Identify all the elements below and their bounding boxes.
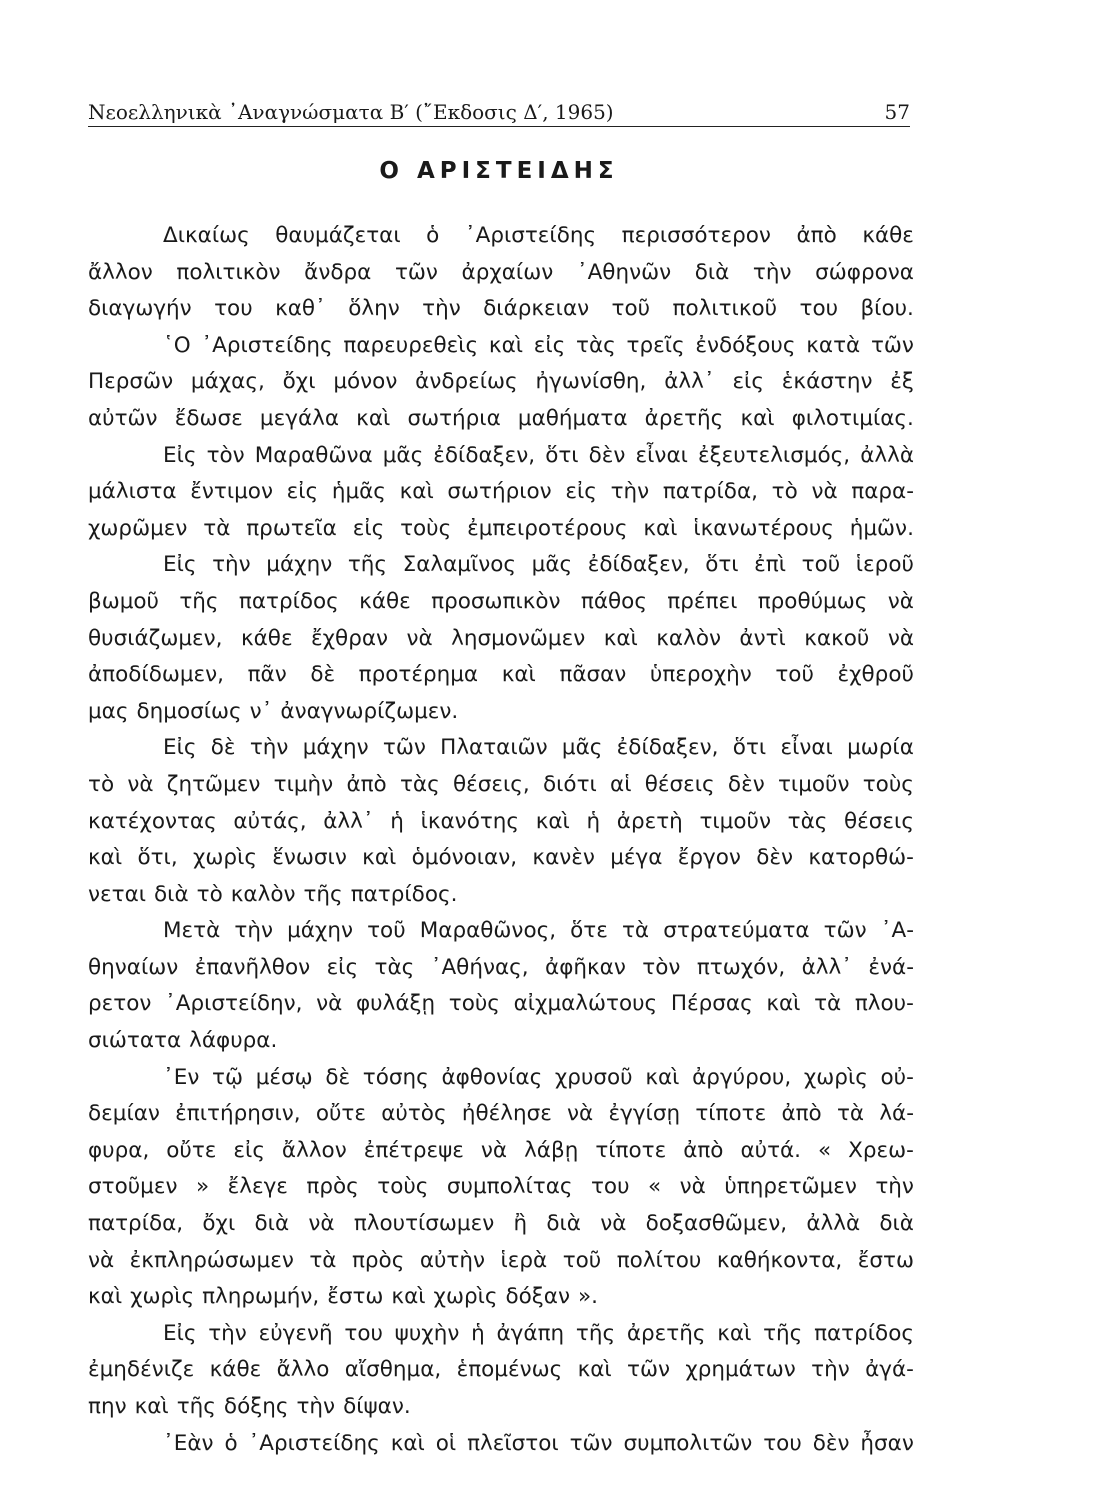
text-line: Εἰς τὴν μάχην τῆς Σαλαμῖνος μᾶς ἐδίδαξεν, ὅτι ἐπὶ τοῦ ἱεροῦ: [163, 552, 914, 578]
text-line: Εἰς δὲ τὴν μάχην τῶν Πλαταιῶν μᾶς ἐδίδαξεν, ὅτι εἶναι μωρία: [163, 735, 914, 761]
text-line: καὶ ὅτι, χωρὶς ἕνωσιν καὶ ὁμόνοιαν, κανὲν μέγα ἔργον δὲν κατορθώ-: [88, 845, 914, 871]
text-line: κατέχοντας αὐτάς, ἀλλ᾿ ἡ ἱκανότης καὶ ἡ ἀρετὴ τιμοῦν τὰς θέσεις: [88, 808, 914, 834]
chapter-title: Ο ΑΡΙΣΤΕΙΔΗΣ: [379, 158, 619, 184]
text-line: μας δημοσίως ν᾿ ἀναγνωρίζωμεν.: [88, 698, 459, 724]
text-line: νεται διὰ τὸ καλὸν τῆς πατρίδος.: [88, 881, 458, 907]
text-line: ρετον ᾿Αριστείδην, νὰ φυλάξῃ τοὺς αἰχμαλώτους Πέρσας καὶ τὰ πλου-: [88, 991, 914, 1017]
text-line: Εἰς τὸν Μαραθῶνα μᾶς ἐδίδαξεν, ὅτι δὲν εἶναι ἐξευτελισμός, ἀλλὰ: [163, 442, 914, 468]
text-line: θηναίων ἐπανῆλθον εἰς τὰς ᾿Αθήνας, ἀφῆκαν τὸν πτωχόν, ἀλλ᾿ ἐνά-: [88, 954, 914, 980]
text-line: πην καὶ τῆς δόξης τὴν δίψαν.: [88, 1394, 411, 1419]
text-line: ἀποδίδωμεν, πᾶν δὲ προτέρημα καὶ πᾶσαν ὑπεροχὴν τοῦ ἐχθροῦ: [88, 662, 914, 688]
text-line: Περσῶν μάχας, ὄχι μόνον ἀνδρείως ἠγωνίσθη, ἀλλ᾿ εἰς ἑκάστην ἐξ: [88, 369, 914, 395]
body-text: [88, 218, 914, 1462]
text-line: ῾Ο ᾿Αριστείδης παρευρεθεὶς καὶ εἰς τὰς τρεῖς ἐνδόξους κατὰ τῶν: [163, 332, 914, 358]
text-line: στοῦμεν » ἔλεγε πρὸς τοὺς συμπολίτας του « νὰ ὑπηρετῶμεν τὴν: [88, 1174, 914, 1200]
text-line: χωρῶμεν τὰ πρωτεῖα εἰς τοὺς ἐμπειροτέρους καὶ ἱκανωτέρους ἡμῶν.: [88, 515, 914, 541]
text-line: ἐμηδένιζε κάθε ἄλλο αἴσθημα, ἑπομένως καὶ τῶν χρημάτων τὴν ἀγά-: [88, 1357, 914, 1383]
text-line: ᾿Εν τῷ μέσῳ δὲ τόσης ἀφθονίας χρυσοῦ καὶ ἀργύρου, χωρὶς οὐ-: [163, 1064, 914, 1090]
text-line: φυρα, οὔτε εἰς ἄλλον ἐπέτρεψε νὰ λάβῃ τίποτε ἀπὸ αὐτά. « Χρεω-: [88, 1137, 914, 1163]
text-line: σιώτατα λάφυρα.: [88, 1028, 278, 1054]
text-line: μάλιστα ἔντιμον εἰς ἡμᾶς καὶ σωτήριον εἰς τὴν πατρίδα, τὸ νὰ παρα-: [88, 479, 914, 505]
text-line: Εἰς τὴν εὐγενῆ του ψυχὴν ἡ ἀγάπη τῆς ἀρετῆς καὶ τῆς πατρίδος: [163, 1320, 914, 1346]
text-line: ἄλλον πολιτικὸν ἄνδρα τῶν ἀρχαίων ᾿Αθηνῶν διὰ τὴν σώφρονα: [88, 259, 914, 285]
text-line: Μετὰ τὴν μάχην τοῦ Μαραθῶνος, ὅτε τὰ στρατεύματα τῶν ᾿Α-: [163, 918, 914, 944]
text-line: νὰ ἐκπληρώσωμεν τὰ πρὸς αὐτὴν ἱερὰ τοῦ πολίτου καθήκοντα, ἔστω: [88, 1247, 914, 1273]
running-header: [88, 90, 910, 124]
text-line: διαγωγήν του καθ᾿ ὅλην τὴν διάρκειαν τοῦ πολιτικοῦ του βίου.: [88, 296, 914, 322]
book-reference: Νεοελληνικὰ ᾿Αναγνώσματα Β′ (῎Εκδοσις Δ′, 1965): [88, 100, 614, 124]
text-line: Δικαίως θαυμάζεται ὁ ᾿Αριστείδης περισσότερον ἀπὸ κάθε: [163, 223, 914, 248]
text-line: πατρίδα, ὄχι διὰ νὰ πλουτίσωμεν ἢ διὰ νὰ δοξασθῶμεν, ἀλλὰ διὰ: [88, 1211, 914, 1237]
text-line: θυσιάζωμεν, κάθε ἔχθραν νὰ λησμονῶμεν καὶ καλὸν ἀντὶ κακοῦ νὰ: [88, 625, 914, 651]
text-line: τὸ νὰ ζητῶμεν τιμὴν ἀπὸ τὰς θέσεις, διότι αἱ θέσεις δὲν τιμοῦν τοὺς: [88, 771, 914, 797]
text-line: δεμίαν ἐπιτήρησιν, οὔτε αὐτὸς ἠθέλησε νὰ ἐγγίσῃ τίποτε ἀπὸ τὰ λά-: [88, 1101, 914, 1127]
page-number: 57: [884, 100, 910, 124]
text-line: αὐτῶν ἔδωσε μεγάλα καὶ σωτήρια μαθήματα ἀρετῆς καὶ φιλοτιμίας.: [88, 405, 914, 431]
text-line: ᾿Εὰν ὁ ᾿Αριστείδης καὶ οἱ πλεῖστοι τῶν συμπολιτῶν του δὲν ἦσαν: [163, 1430, 914, 1456]
text-line: βωμοῦ τῆς πατρίδος κάθε προσωπικὸν πάθος πρέπει προθύμως νὰ: [88, 588, 914, 614]
text-line: καὶ χωρὶς πληρωμήν, ἔστω καὶ χωρὶς δόξαν ».: [88, 1284, 598, 1310]
header-rule: [88, 126, 910, 127]
